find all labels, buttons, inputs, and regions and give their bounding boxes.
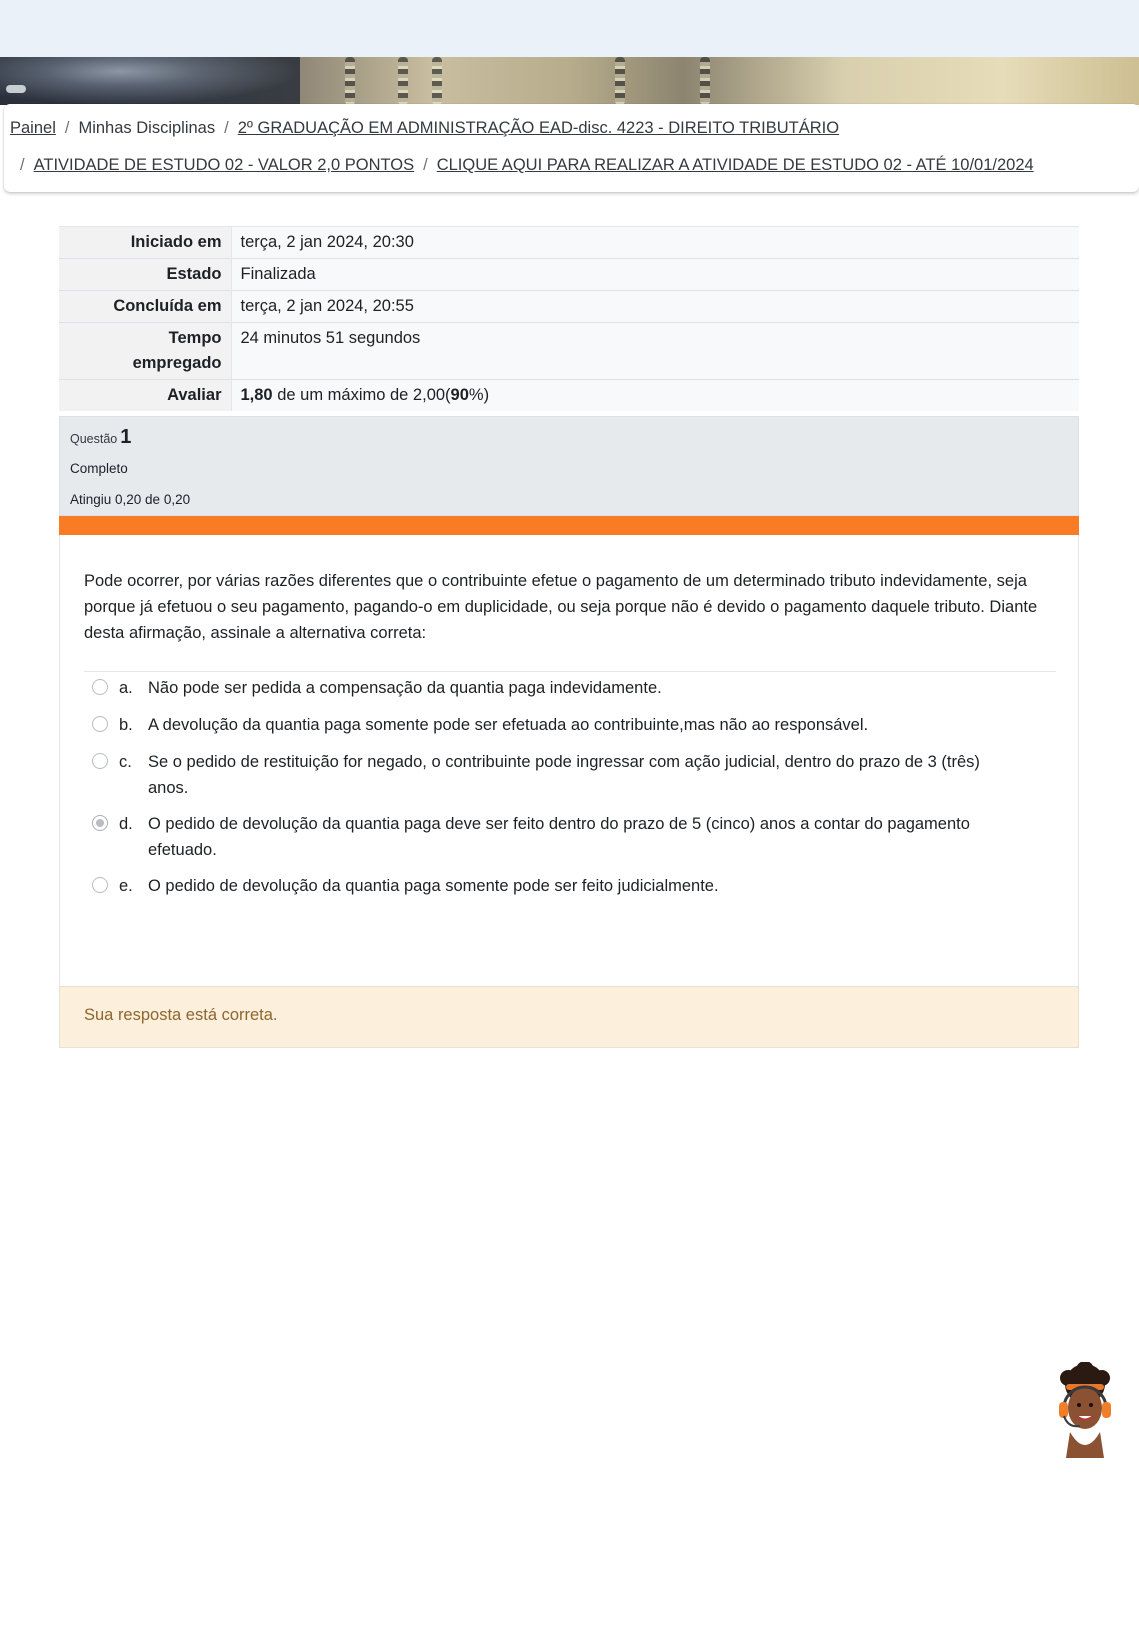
summary-row-state [59,259,1079,291]
summary-value: 24 minutos 51 segundos [231,323,1079,380]
breadcrumb-separator: / [64,119,70,137]
summary-label-part: Tempo [168,329,222,347]
divider [84,671,1056,672]
breadcrumb-link-painel[interactable]: Painel [10,119,56,137]
question-state: Completo [70,461,128,476]
feedback-box [59,986,1079,1048]
breadcrumb-separator: / [423,156,428,174]
breadcrumb-link-activity-section[interactable]: ATIVIDADE DE ESTUDO 02 - VALOR 2,0 PONTOS [33,156,415,174]
question-info-panel [59,416,1079,516]
option-letter: c. [119,753,132,771]
banner-chain-image [398,57,408,105]
breadcrumb-line [10,119,839,138]
summary-value: terça, 2 jan 2024, 20:55 [231,291,1079,323]
feedback-text: Sua resposta está correta. [84,1006,278,1024]
radio-icon[interactable] [92,716,108,732]
summary-value [231,380,1079,412]
summary-value: Finalizada [231,259,1079,291]
option-text: O pedido de devolução da quantia paga somente pode ser feito judicialmente. [148,877,719,895]
drawer-toggle-button[interactable] [6,85,26,93]
radio-icon[interactable] [92,679,108,695]
option-text: Não pode ser pedida a compensação da quantia paga indevidamente. [148,679,662,697]
summary-label [59,323,231,380]
banner-statue-image [0,57,300,105]
breadcrumb-link-quiz[interactable]: CLIQUE AQUI PARA REALIZAR A ATIVIDADE DE ESTUDO 02 - ATÉ 10/01/2024 [436,156,1034,174]
summary-row-time [59,323,1079,380]
radio-icon[interactable] [92,877,108,893]
banner-chain-image [700,57,710,105]
breadcrumb-link-course[interactable]: 2º GRADUAÇÃO EM ADMINISTRAÇÃO EAD-disc. 4223 - DIREITO TRIBUTÁRIO [237,119,840,137]
grade-text: de um máximo de 2,00( [272,386,451,404]
question-accent-bar [59,516,1079,535]
summary-label: Concluída em [59,291,231,323]
banner-chain-image [615,57,625,105]
option-letter: a. [119,679,133,697]
breadcrumb-line [20,156,1034,175]
banner-chain-image [345,57,355,105]
grade-percent: 90 [450,386,469,404]
assistant-avatar-icon[interactable] [1050,1362,1120,1458]
option-text: A devolução da quantia paga somente pode ser efetuada ao contribuinte,mas não ao responsável. [148,716,869,734]
summary-row-completed [59,291,1079,323]
summary-row-grade [59,380,1079,412]
question-text: Pode ocorrer, por várias razões diferentes que o contribuinte efetue o pagamento de um determinado tributo indevidamente, seja porque já efetuou o seu pagamento, pagando-o em duplicidade, ou seja porque não é devido o pagamento daquele tributo. Diante desta afirmação, assinale a alternativa correta: [84,572,1038,642]
summary-label-part: empregado [132,354,222,372]
summary-row-started [59,227,1079,259]
question-grade: Atingiu 0,20 de 0,20 [70,492,191,507]
summary-value: terça, 2 jan 2024, 20:30 [231,227,1079,259]
question-content [59,535,1079,986]
radio-checked-icon[interactable] [92,815,108,831]
breadcrumb-separator: / [20,156,25,174]
assistant-avatar-icon-graphic [1050,1362,1120,1458]
question-number-value: 1 [120,426,132,448]
breadcrumb-item-minhas-disciplinas: Minhas Disciplinas [78,119,216,137]
question-label: Questão [70,432,118,446]
summary-label: Estado [59,259,231,291]
summary-label: Iniciado em [59,227,231,259]
breadcrumb [4,104,1139,192]
top-bar [0,0,1139,57]
radio-icon[interactable] [92,753,108,769]
option-text: O pedido de devolução da quantia paga deve ser feito dentro do prazo de 5 (cinco) anos a contar do pagamento efetuado. [148,815,970,859]
header-banner [0,57,1139,105]
grade-text: %) [468,386,490,404]
attempt-summary-table [59,226,1079,411]
grade-score: 1,80 [240,386,273,404]
option-text: Se o pedido de restituição for negado, o contribuinte pode ingressar com ação judicial, dentro do prazo de 3 (três) anos. [148,753,980,797]
summary-label: Avaliar [59,380,231,412]
option-letter: b. [119,716,133,734]
option-letter: e. [119,877,133,895]
option-letter: d. [119,815,133,833]
breadcrumb-separator: / [224,119,229,137]
question-number [70,426,131,449]
banner-chain-image [432,57,442,105]
